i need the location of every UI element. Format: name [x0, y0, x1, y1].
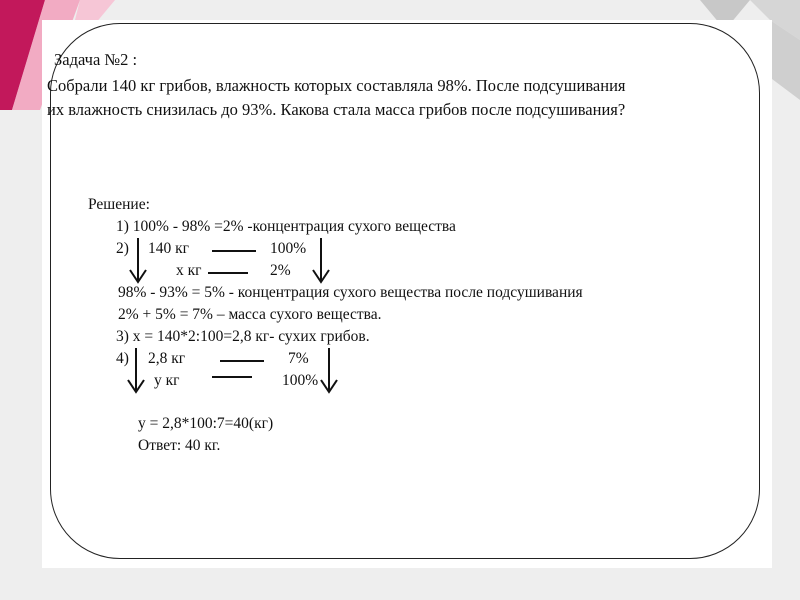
- problem-line-2: их влажность снизилась до 93%. Какова стала масса грибов после подсушивания?: [47, 100, 626, 119]
- step-2-row-2-left: х кг: [176, 262, 202, 279]
- solution-step-3: 3) х = 140*2:100=2,8 кг- сухих грибов.: [116, 328, 370, 345]
- proportion-dash: [208, 272, 248, 274]
- problem-line-1: Собрали 140 кг грибов, влажность которых составляла 98%. После подсушивания: [47, 76, 626, 95]
- step-2-row-2-right: 2%: [270, 262, 291, 279]
- proportion-dash: [212, 376, 252, 378]
- solution-sum-line: 2% + 5% = 7% – масса сухого вещества.: [118, 306, 382, 323]
- step-4-row-2-left: у кг: [154, 372, 180, 389]
- step-2-label: 2): [116, 240, 129, 257]
- step-2-row-1-right: 100%: [270, 240, 307, 257]
- step-4-label: 4): [116, 350, 129, 367]
- arrow-down-icon: [311, 236, 331, 284]
- solution-step-1: 1) 100% - 98% =2% -концентрация сухого вещества: [116, 218, 456, 235]
- step-2-row-1-left: 140 кг: [148, 240, 190, 257]
- solution-answer: Ответ: 40 кг.: [138, 437, 221, 454]
- solution-equation: у = 2,8*100:7=40(кг): [138, 415, 274, 432]
- step-4-row-2-right: 100%: [282, 372, 319, 389]
- arrow-down-icon: [128, 236, 148, 284]
- arrow-down-icon: [319, 346, 339, 394]
- step-4-row-1-left: 2,8 кг: [148, 350, 186, 367]
- arrow-down-icon: [126, 346, 146, 394]
- solution-heading: Решение:: [88, 196, 150, 213]
- step-4-row-1-right: 7%: [288, 350, 309, 367]
- slide-content: [42, 20, 772, 568]
- problem-title: Задача №2 :: [54, 50, 138, 69]
- solution-concentration-line: 98% - 93% = 5% - концентрация сухого вещества после подсушивания: [118, 284, 583, 301]
- proportion-dash: [220, 360, 264, 362]
- proportion-dash: [212, 250, 256, 252]
